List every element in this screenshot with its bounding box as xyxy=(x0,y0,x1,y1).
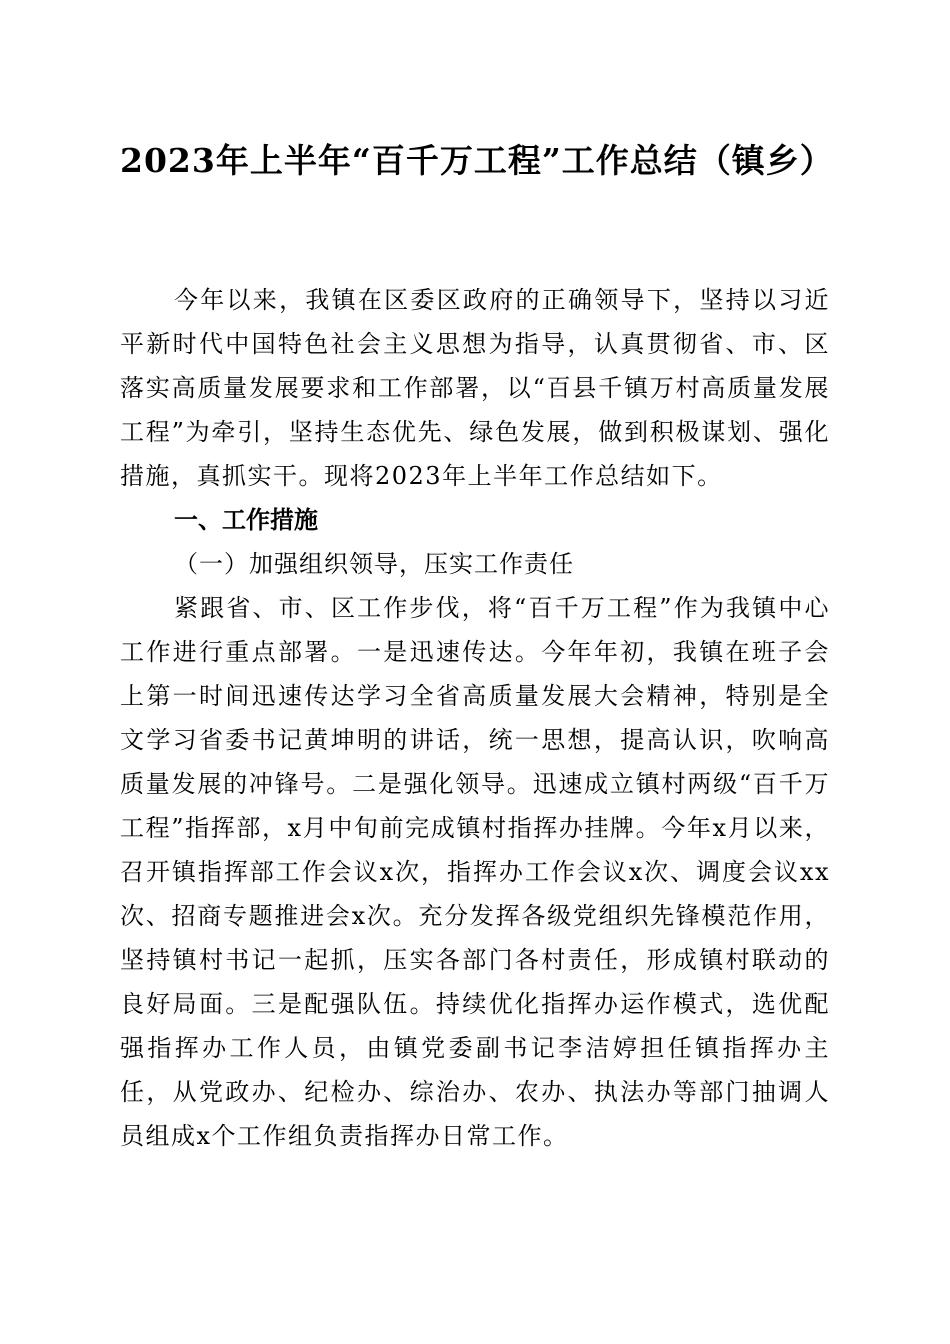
subsection-heading-organization: （一）加强组织领导，压实工作责任 xyxy=(174,550,574,578)
document-title: 2023年上半年“百千万工程”工作总结（镇乡） xyxy=(120,141,834,180)
document-body xyxy=(120,278,830,1158)
subsection-paragraph-organization: 紧跟省、市、区工作步伐，将“百千万工程”作为我镇中心工作进行重点部署。一是迅速传达。今年年初，我镇在班子会上第一时间迅速传达学习全省高质量发展大会精神，特别是全文学习省委书记黄坤明的讲话，统一思想，提高认识，吹响高质量发展的冲锋号。二是强化领导。迅速成立镇村两级“百千万工程”指挥部，x月中旬前完成镇村指挥办挂牌。今年x月以来，召开镇指挥部工作会议x次，指挥办工作会议x次、调度会议xx次、招商专题推进会x次。充分发挥各级党组织先锋模范作用，坚持镇村书记一起抓，压实各部门各村责任，形成镇村联动的良好局面。三是配强队伍。持续优化指挥办运作模式，选优配强指挥办工作人员，由镇党委副书记李洁婷担任镇指挥办主任，从党政办、纪检办、综治办、农办、执法办等部门抽调人员组成x个工作组负责指挥办日常工作。 xyxy=(120,594,830,1150)
section-heading-work-measures: 一、工作措施 xyxy=(174,506,318,534)
intro-paragraph: 今年以来，我镇在区委区政府的正确领导下，坚持以习近平新时代中国特色社会主义思想为指导，认真贯彻省、市、区落实高质量发展要求和工作部署，以“百县千镇万村高质量发展工程”为牵引，坚持生态优先、绿色发展，做到积极谋划、强化措施，真抓实干。现将2023年上半年工作总结如下。 xyxy=(120,286,830,490)
